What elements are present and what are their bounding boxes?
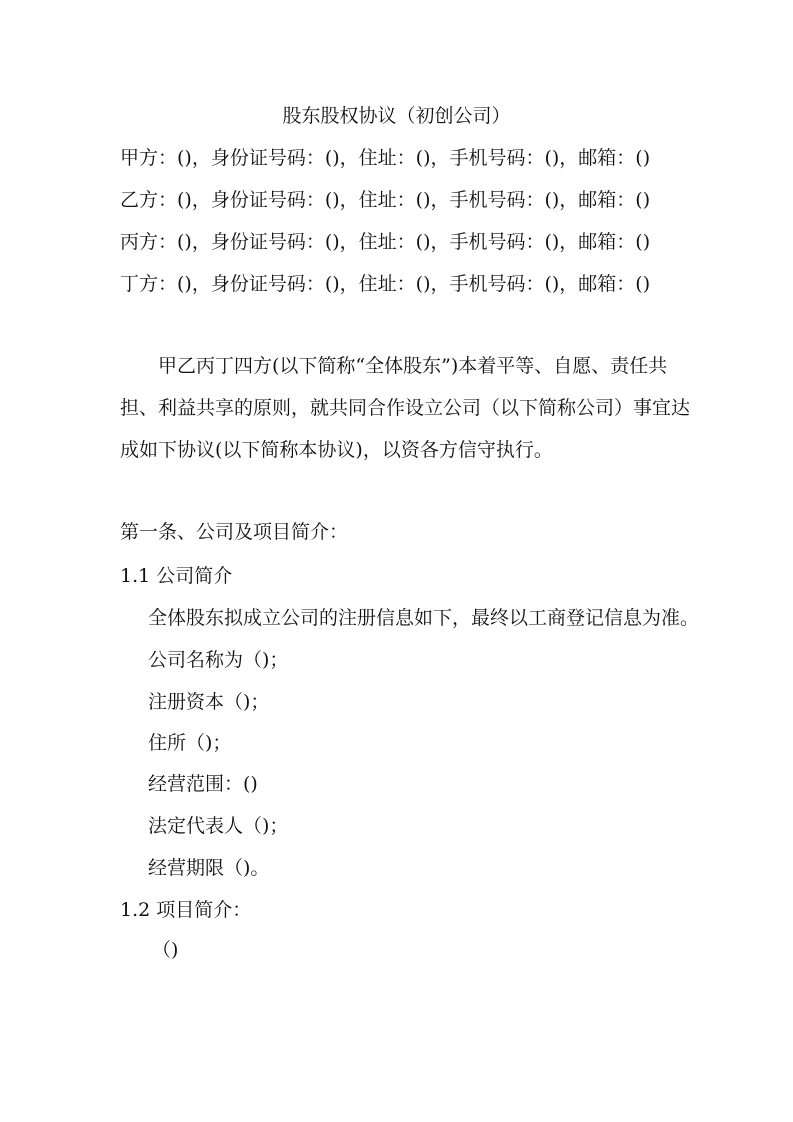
party-yi-line: 乙方：()，身份证号码：()，住址：()，手机号码：()，邮箱：() [120, 189, 651, 211]
business-scope-line: 经营范围：() [148, 773, 258, 795]
section-1-1-heading: 1.1 公司简介 [120, 565, 233, 587]
preamble-line-3: 成如下协议(以下简称本协议)，以资各方信守执行。 [120, 439, 553, 461]
party-bing-line: 丙方：()，身份证号码：()，住址：()，手机号码：()，邮箱：() [120, 231, 651, 253]
business-term-line: 经营期限（)。 [148, 857, 270, 879]
article-1-heading: 第一条、公司及项目简介： [120, 521, 349, 543]
legal-representative-line: 法定代表人（)； [148, 815, 289, 837]
registered-capital-line: 注册资本（)； [148, 691, 270, 713]
preamble-line-2: 担、利益共享的原则，就共同合作设立公司（以下简称公司）事宜达 [120, 397, 691, 419]
project-intro-content: （) [152, 939, 179, 961]
party-ding-line: 丁方：()，身份证号码：()，住址：()，手机号码：()，邮箱：() [120, 273, 651, 295]
address-line: 住所（)； [148, 732, 232, 754]
party-jia-line: 甲方：()，身份证号码：()，住址：()，手机号码：()，邮箱：() [120, 147, 651, 169]
company-intro-line: 全体股东拟成立公司的注册信息如下，最终以工商登记信息为准。 [148, 607, 700, 629]
document-title: 股东股权协议（初创公司） [282, 105, 511, 127]
section-1-2-heading: 1.2 项目简介： [120, 899, 252, 921]
preamble-line-1: 甲乙丙丁四方(以下简称“全体股东”)本着平等、自愿、责任共 [158, 355, 668, 377]
company-name-line: 公司名称为（)； [148, 649, 289, 671]
